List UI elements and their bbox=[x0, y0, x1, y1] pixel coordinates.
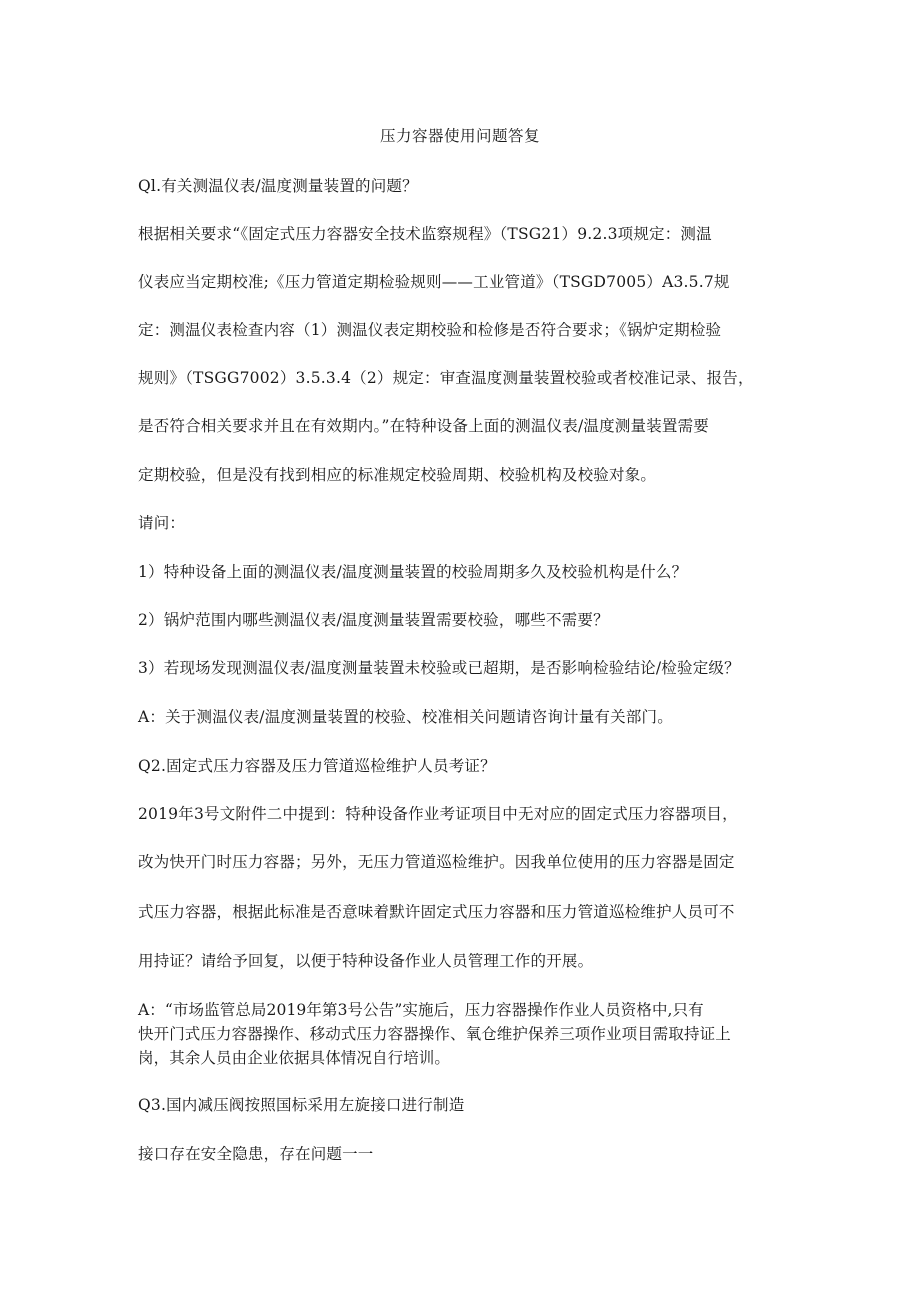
q2-answer-line-3: 岗，其余人员由企业依据具体情况自行培训。 bbox=[138, 1049, 451, 1067]
q3-heading: Q3.国内减压阀按照国标采用左旋接口进行制造 bbox=[138, 1096, 465, 1114]
q2-answer-line-1: A：“市场监管总局2019年第3号公告”实施后，压力容器操作作业人员资格中,只有 bbox=[138, 1001, 704, 1019]
q1-answer: A：关于测温仪表/温度测量装置的校验、校准相关问题请咨询计量有关部门。 bbox=[138, 708, 673, 726]
q1-question-2: 2）锅炉范围内哪些测温仪表/温度测量装置需要校验，哪些不需要？ bbox=[138, 611, 609, 629]
q1-question-1: 1）特种设备上面的测温仪表/温度测量装置的校验周期多久及校验机构是什么？ bbox=[138, 563, 688, 581]
document-title: 压力容器使用问题答复 bbox=[379, 127, 540, 145]
q1-body-line-6: 定期校验，但是没有找到相应的标准规定校验周期、校验机构及校验对象。 bbox=[138, 466, 657, 484]
q2-body-line-3: 式压力容器，根据此标准是否意味着默许固定式压力容器和压力管道巡检维护人员可不 bbox=[138, 903, 735, 921]
q2-body-line-4: 用持证？请给予回复，以便于特种设备作业人员管理工作的开展。 bbox=[138, 952, 594, 970]
q1-body-line-3: 定：测温仪表检查内容（1）测温仪表定期校验和检修是否符合要求；《锅炉定期检验 bbox=[138, 321, 722, 339]
q2-answer-line-2: 快开门式压力容器操作、移动式压力容器操作、氧仓维护保养三项作业项目需取持证上 bbox=[138, 1025, 731, 1043]
q1-ask-label: 请问： bbox=[138, 514, 186, 532]
q1-question-3: 3）若现场发现测温仪表/温度测量装置未校验或已超期，是否影响检验结论/检验定级？ bbox=[138, 659, 740, 677]
q2-heading: Q2.固定式压力容器及压力管道巡检维护人员考证？ bbox=[138, 757, 496, 775]
q1-body-line-2: 仪表应当定期校准;《压力管道定期检验规则——工业管道》（TSGD7005）A3.5.7规 bbox=[138, 273, 730, 291]
q1-body-line-5: 是否符合相关要求并且在有效期内。”在特种设备上面的测温仪表/温度测量装置需要 bbox=[138, 417, 709, 435]
q1-body-line-1: 根据相关要求“《固定式压力容器安全技术监察规程》（TSG21）9.2.3项规定：测温 bbox=[138, 225, 712, 243]
q1-heading: Ql.有关测温仪表/温度测量装置的问题？ bbox=[138, 177, 418, 195]
q2-body-line-2: 改为快开门时压力容器；另外，无压力管道巡检维护。因我单位使用的压力容器是固定 bbox=[138, 853, 735, 871]
q2-body-line-1: 2019年3号文附件二中提到：特种设备作业考证项目中无对应的固定式压力容器项目， bbox=[138, 805, 738, 823]
q1-body-line-4: 规则》（TSGG7002）3.5.3.4（2）规定：审查温度测量装置校验或者校准记录、报告， bbox=[138, 369, 754, 387]
q3-body-line-1: 接口存在安全隐患，存在问题一一 bbox=[138, 1145, 374, 1163]
